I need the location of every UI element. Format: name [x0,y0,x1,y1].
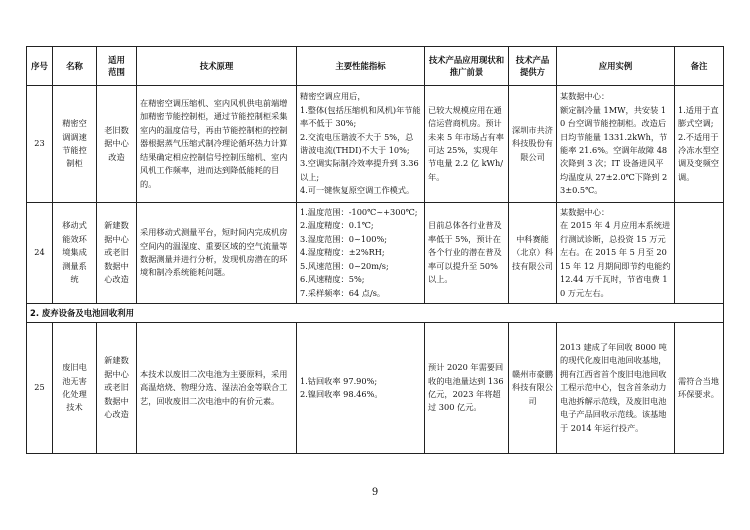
table-row [27,323,724,454]
cell-remark: 需符合当地环保要求。 [675,323,724,454]
cell-principle: 采用移动式测量平台，短时间内完成机房空间内的温湿度、重要区域的空气流量等数据测量并进行分析，发现机房潜在的环境和制冷系统能耗问题。 [137,203,297,304]
cell-performance: 精密空调应用后， 1.整体(包括压缩机和风机)年节能率不低于 30%; 2.交流电压谐波不大于 5%，总谐波电流(THDI)不大于 10%; 3.空调实际制冷效率提升到 3.36 以上; 4.可一键恢复原空调工作模式。 [297,86,425,203]
cell-scope: 老旧数 据中心 改造 [97,86,137,203]
cell-principle: 本技术以废旧二次电池为主要原料，采用高温焙烧、物理分选、湿法冶金等联合工艺，回收废旧二次电池中的有价元素。 [137,323,297,454]
cell-status: 预计 2020 年需要回收的电池量达到 136 亿元，2023 年将超过 300 亿元。 [425,323,509,454]
header-provider: 技术产品 提供方 [509,47,557,86]
cell-scope: 新建数 据中心 或老旧 数据中 心改造 [97,203,137,304]
page-number: 9 [371,487,379,498]
table-row [27,203,724,304]
technology-table [26,46,724,454]
header-scope: 适用 范围 [97,47,137,86]
cell-example: 某数据中心： 在 2015 年 4 月应用本系统进行测试诊断，总投资 15 万元左右。在 2015 年 5 月至 2015 年 12 月期间即节约电能约 12.44 万千瓦时，节省电费 10 万元左右。 [557,203,675,304]
section-row [27,304,724,323]
cell-performance: 1.钴回收率 97.90%; 2.镍回收率 98.46%。 [297,323,425,454]
header-remark: 备注 [675,47,724,86]
header-no: 序号 [27,47,53,86]
header-performance: 主要性能指标 [297,47,425,86]
cell-provider: 赣州市豪鹏科技有限公司 [509,323,557,454]
cell-performance: 1.温度范围：-100℃~+300℃; 2.温度精度：0.1℃; 3.湿度范围：0~100%; 4.湿度精度：±2%RH; 5.风速范围：0~20m/s; 6.风速精度：5%; 7.采样频率：64 点/s。 [297,203,425,304]
cell-example: 某数据中心： 额定制冷量 1MW，共安装 10 台空调节能控制柜。改造后日均节能量 1331.2kWh，节能率 21.6%。空调年故障 48 次降到 3 次；IT 设备进风平均温度从 27±2.0℃下降到 23±0.5℃。 [557,86,675,203]
header-row [27,47,724,86]
header-name: 名称 [53,47,97,86]
cell-name: 移动式 能效环 境集成 测量系 统 [53,203,97,304]
cell-remark: 1.适用于直膨式空调; 2.不适用于冷冻水型空调及变频空调。 [675,86,724,203]
cell-principle: 在精密空调压缩机、室内风机供电前端增加精密节能控制柜，通过节能控制柜采集室内的温度信号，再由节能控制柜的控制器根据蒸气压缩式制冷理论循环热力计算结果确定相应控制信号控制压缩机、室内风机工作频率，进而达到降低能耗的目的。 [137,86,297,203]
section-title: 2. 废弃设备及电池回收利用 [27,304,724,323]
cell-provider: 深圳市共济科技股份有限公司 [509,86,557,203]
table-row [27,86,724,203]
cell-name: 精密空 调调速 节能控 制柜 [53,86,97,203]
header-principle: 技术原理 [137,47,297,86]
cell-scope: 新建数 据中心 或老旧 数据中 心改造 [97,323,137,454]
cell-status: 目前总体各行业普及率低于 5%，预计在各个行业的潜在普及率可以提升至 50%以上。 [425,203,509,304]
cell-remark [675,203,724,304]
cell-example: 2013 建成了年回收 8000 吨的现代化废旧电池回收基地，拥有江西省首个废旧电池回收工程示范中心，包含首条动力电池拆解示范线，及废旧电池电子产品回收示范线。该基地于 2014 年运行投产。 [557,323,675,454]
cell-no: 25 [27,323,53,454]
cell-name: 废旧电 池无害 化处理 技术 [53,323,97,454]
header-status: 技术产品应用现状和 推广前景 [425,47,509,86]
cell-no: 23 [27,86,53,203]
cell-status: 已较大规模应用在通信运营商机房。预计未来 5 年市场占有率可达 25%，实现年节电量 2.2 亿 kWh/年。 [425,86,509,203]
header-example: 应用实例 [557,47,675,86]
cell-no: 24 [27,203,53,304]
cell-provider: 中科赛能（北京）科技有限公司 [509,203,557,304]
